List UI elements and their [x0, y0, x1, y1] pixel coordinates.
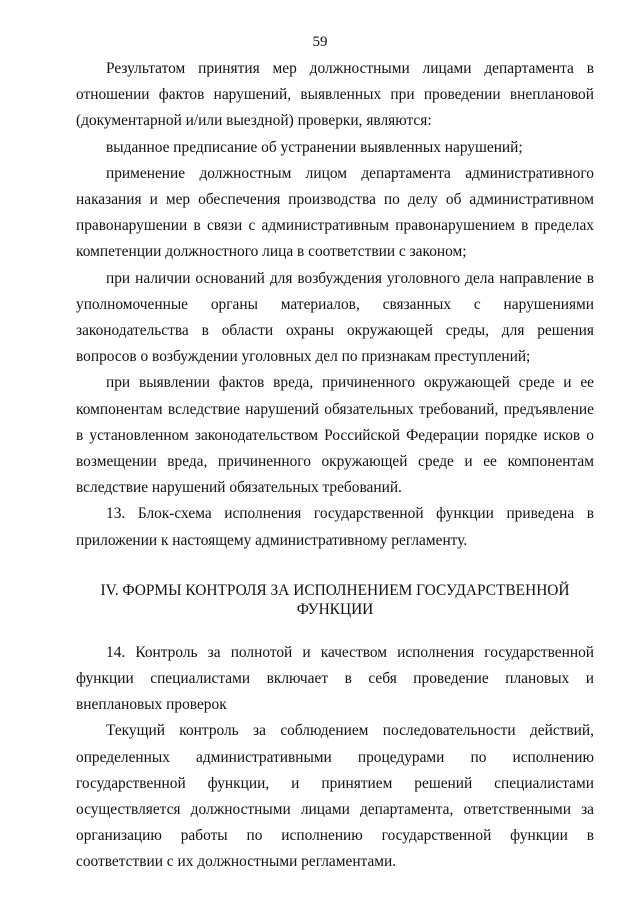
section-heading: IV. ФОРМЫ КОНТРОЛЯ ЗА ИСПОЛНЕНИЕМ ГОСУДАРСТВЕННОЙ ФУНКЦИИ — [100, 581, 570, 618]
paragraph: 14. Контроль за полнотой и качеством исполнения государственной функции специалистами включает в себя проведение плановых и внеплановых проверок — [76, 643, 594, 714]
paragraph: при выявлении фактов вреда, причиненного окружающей среде и ее компонентам вследствие нарушений обязательных требований, предъявление в установленном законодательством Российской Федерации порядке исков о возмещении вреда, причиненного окружающей среде и ее компонентам вследствие нарушений обязательных требований. — [76, 374, 594, 497]
page-number: 59 — [312, 34, 328, 50]
document-body — [76, 56, 594, 876]
paragraph: выданное предписание об устранении выявленных нарушений; — [106, 138, 523, 156]
paragraph: применение должностным лицом департамента административного наказания и мер обеспечения производства по делу об административном правонарушении в связи с административным правонарушением в пределах компетенции должностного лица в соответствии с законом; — [76, 164, 594, 261]
paragraph: 13. Блок-схема исполнения государственной функции приведена в приложении к настоящему административному регламенту. — [76, 505, 594, 549]
paragraph: Результатом принятия мер должностными лицами департамента в отношении фактов нарушений, выявленных при проведении внеплановой (документарной и/или выездной) проверки, являются: — [76, 60, 594, 130]
paragraph: Текущий контроль за соблюдением последовательности действий, определенных административными процедурами по исполнению государственной функции, и принятием решений специалистами осуществляется должностными лицами департамента, ответственными за организацию работы по исполнению государственной функции в соответствии с их должностными регламентами. — [76, 722, 594, 871]
paragraph: при наличии оснований для возбуждения уголовного дела направление в уполномоченные органы материалов, связанных с нарушениями законодательства в области охраны окружающей среды, для решения вопросов о возбуждении уголовных дел по признакам преступлений; — [76, 269, 594, 366]
